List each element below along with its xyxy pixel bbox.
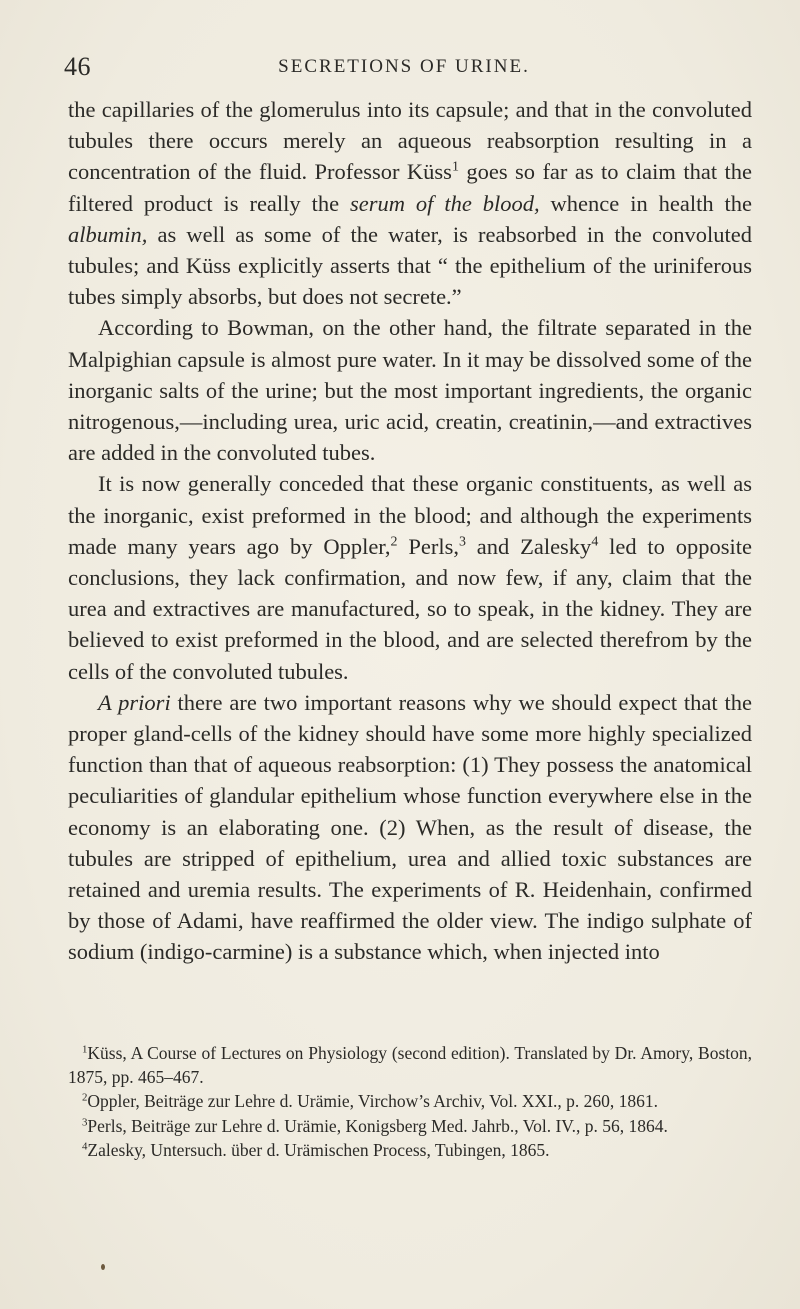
text-segment: and Zalesky xyxy=(465,533,592,559)
text-segment: the capillaries of the glomerulus into its capsule; and that in the convoluted tubules there occurs merely an aqueous reabsorption resulting in a concentration of the fluid. Professor Küss xyxy=(68,97,752,185)
running-head: SECRETIONS OF URINE. xyxy=(278,56,530,77)
footnote-reference: 2 xyxy=(390,534,398,550)
text-segment: whence in health the xyxy=(539,190,752,216)
text-segment: Perls, xyxy=(397,533,459,559)
footnote xyxy=(68,1114,752,1138)
footnote-number: 2 xyxy=(82,1091,88,1104)
footnote-text: Oppler, Beiträge zur Lehre d. Urämie, Virchow’s Archiv, Vol. XXI., p. 260, 1861. xyxy=(87,1091,659,1112)
paragraph xyxy=(68,687,752,968)
text-segment: According to Bowman, on the other hand, the filtrate separated in the Malpighian capsule is almost pure water. In it may be dissolved some of the inorganic salts of the urine; but the most important ingredients, the organic nitrogenous,—including urea, uric acid, creatin, creatinin,—and extractives are added in the convoluted tubes. xyxy=(68,315,752,466)
text-segment: It is now generally conceded that these organic constituents, as well as the inorganic, exist preformed in the blood; and although the experiments made many years ago by Oppler, xyxy=(68,471,752,559)
italic-text: A priori xyxy=(98,689,171,715)
paragraph xyxy=(68,94,752,312)
body-text xyxy=(68,94,752,968)
footnote-number: 1 xyxy=(82,1043,88,1056)
footnote xyxy=(68,1041,752,1089)
ink-speck xyxy=(101,1264,105,1270)
paragraph xyxy=(68,468,752,686)
footnote-reference: 1 xyxy=(451,160,459,176)
text-segment: as well as some of the water, is reabsorbed in the convoluted tubules; and Küss explicitly asserts that “ the epithelium of the uriniferous tubes simply absorbs, but does not secrete.” xyxy=(68,221,752,310)
page-number: 46 xyxy=(64,52,91,81)
text-segment: there are two important reasons why we should expect that the proper gland-cells of the kidney should have some more highly specialized function than that of aqueous reabsorption: (1) They possess the anatomical peculiarities of glandular epithelium whose function everywhere else in the economy is an elaborating one. (2) When, as the result of disease, the tubules are stripped of epithelium, urea and allied toxic substances are retained and uremia results. The experiments of R. Heidenhain, confirmed by those of Adami, have reaffirmed the older view. The indigo sulphate of sodium (indigo-carmine) is a substance which, when injected into xyxy=(68,689,753,965)
footnote xyxy=(68,1089,752,1113)
italic-text: serum of the blood, xyxy=(350,190,540,216)
footnotes xyxy=(68,1041,752,1162)
footnote xyxy=(68,1138,752,1162)
paragraph xyxy=(68,312,752,468)
footnote-text: Perls, Beiträge zur Lehre d. Urämie, Konigsberg Med. Jahrb., Vol. IV., p. 56, 1864. xyxy=(87,1115,668,1136)
footnote-text: Zalesky, Untersuch. über d. Urämischen Process, Tubingen, 1865. xyxy=(87,1139,550,1160)
page-header xyxy=(64,52,744,82)
footnote-reference: 4 xyxy=(591,534,599,550)
footnote-number: 4 xyxy=(82,1140,88,1153)
footnote-number: 3 xyxy=(82,1116,88,1129)
italic-text: albumin, xyxy=(68,221,148,247)
footnote-reference: 3 xyxy=(458,534,466,550)
text-segment: led to opposite conclusions, they lack confirmation, and now few, if any, claim that the urea and extractives are manufactured, so to speak, in the kidney. They are believed to exist preformed in the blood, and are selected therefrom by the cells of the convoluted tubules. xyxy=(68,533,753,684)
text-segment: goes so far as to claim that the filtered product is really the xyxy=(68,159,752,216)
footnote-text: Küss, A Course of Lectures on Physiology (second edition). Translated by Dr. Amory, Boston, 1875, pp. 465–467. xyxy=(68,1043,752,1088)
